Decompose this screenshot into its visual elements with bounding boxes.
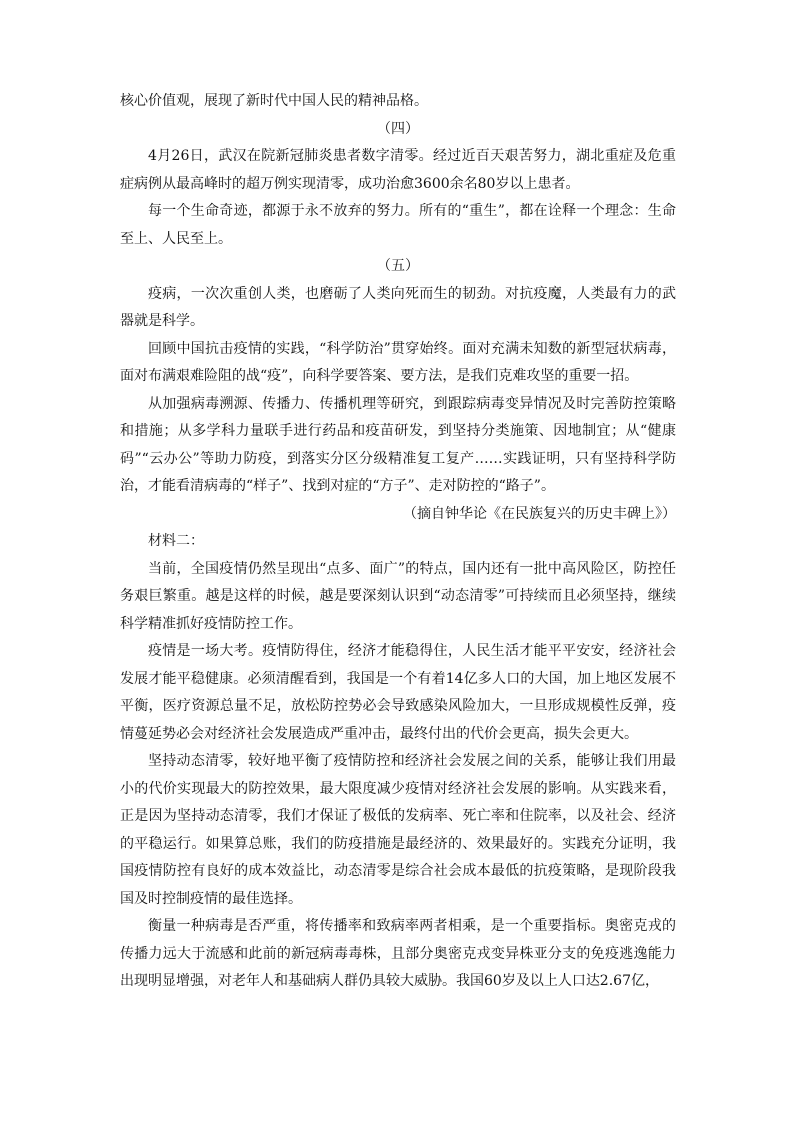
- material-2-paragraph-2: 疫情是一场大考。疫情防得住，经济才能稳得住，人民生活才能平平安安，经济社会发展才能平稳健康。必须清醒看到，我国是一个有着14亿多人口的大国，加上地区发展不平衡，医疗资源总量不足，放松防控势必会导致感染风险加大，一旦形成规模性反弹，疫情蔓延势必会对经济社会发展造成严重冲击，最终付出的代价会更高，损失会更大。: [120, 643, 676, 742]
- material-2-paragraph-4: 衡量一种病毒是否严重，将传播率和致病率两者相乘，是一个重要指标。奥密克戎的传播力远大于流感和此前的新冠病毒毒株，且部分奥密克戎变异株亚分支的免疫逃逸能力出现明显增强，对老年人和基础病人群仍具较大威胁。我国60岁及以上人口达2.67亿，: [120, 918, 676, 989]
- paragraph-5-3: 从加强病毒溯源、传播力、传播机理等研究，到跟踪病毒变异情况及时完善防控策略和措施；从多学科力量联手进行药品和疫苗研发，到坚持分类施策、因地制宜；从“健康码”“云办公”等助力防疫，到落实分区分级精准复工复产……实践证明，只有坚持科学防治，才能看清病毒的“样子”、找到对症的“方子”、走对防控的“路子”。: [120, 395, 676, 494]
- document-page: [120, 88, 676, 996]
- material-2-label: 材料二：: [148, 533, 204, 549]
- material-2-paragraph-1: 当前，全国疫情仍然呈现出“点多、面广”的特点，国内还有一批中高风险区，防控任务艰巨繁重。越是这样的时候，越是要深刻认识到“动态清零”可持续而且必须坚持，继续科学精准抓好疫情防控工作。: [120, 560, 676, 632]
- paragraph-intro: 核心价值观，展现了新时代中国人民的精神品格。: [120, 93, 428, 109]
- paragraph-4-1: 4月26日，武汉在院新冠肺炎患者数字清零。经过近百天艰苦努力，湖北重症及危重症病例从最高峰时的超万例实现清零，成功治愈3600余名80岁以上患者。: [120, 148, 676, 192]
- paragraph-4-2: 每一个生命奇迹，都源于永不放弃的努力。所有的“重生”，都在诠释一个理念：生命至上、人民至上。: [120, 203, 676, 247]
- source-citation: （摘自钟华论《在民族复兴的历史丰碑上》）: [403, 505, 676, 522]
- paragraph-5-2: 回顾中国抗击疫情的实践，“科学防治”贯穿始终。面对充满未知数的新型冠状病毒，面对布满艰难险阻的战“疫”，向科学要答案、要方法，是我们克难攻坚的重要一招。: [120, 340, 676, 384]
- section-heading-5: （五）: [377, 258, 419, 274]
- section-heading-4: （四）: [377, 120, 419, 137]
- paragraph-5-1: 疫病，一次次重创人类，也磨砺了人类向死而生的韧劲。对抗疫魔，人类最有力的武器就是科学。: [120, 285, 676, 329]
- material-2-paragraph-3: 坚持动态清零，较好地平衡了疫情防控和经济社会发展之间的关系，能够让我们用最小的代价实现最大的防控效果，最大限度减少疫情对经济社会发展的影响。从实践来看，正是因为坚持动态清零，我们才保证了极低的发病率、死亡率和住院率，以及社会、经济的平稳运行。如果算总账，我们的防疫措施是最经济的、效果最好的。实践充分证明，我国疫情防控有良好的成本效益比，动态清零是综合社会成本最低的抗疫策略，是现阶段我国及时控制疫情的最佳选择。: [120, 753, 676, 907]
